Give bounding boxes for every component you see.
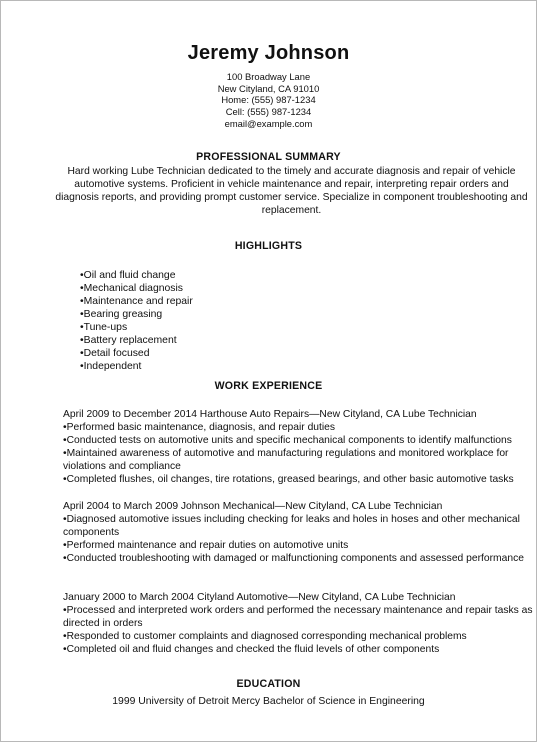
list-item: •Maintenance and repair bbox=[80, 296, 193, 307]
address-line: 100 Broadway Lane bbox=[226, 71, 311, 82]
list-item: •Oil and fluid change bbox=[80, 270, 176, 281]
list-item: •Maintained awareness of automotive and manufacturing regulations and monitored workplace for violations and compliance bbox=[63, 447, 509, 472]
city-line: New Cityland, CA 91010 bbox=[217, 82, 320, 94]
list-item: •Completed oil and fluid changes and checked the fluid levels of other components bbox=[63, 643, 440, 655]
job-title: April 2009 to December 2014 Harthouse Auto Repairs—New Cityland, CA Lube Technician bbox=[63, 409, 477, 420]
list-item: •Performed maintenance and repair duties on automotive units bbox=[63, 539, 349, 551]
summary-text: Hard working Lube Technician dedicated to the timely and accurate diagnosis and repair of vehicle automotive systems. Proficient in vehicle maintenance and repair, interpreting repair orders and diagnosis reports, and providing prompt customer service. Specialize in component troubleshooting and replacement. bbox=[55, 166, 528, 216]
job-entry bbox=[63, 592, 535, 657]
contact-block bbox=[1, 71, 536, 130]
list-item: •Responded to customer complaints and diagnosed corresponding mechanical problems bbox=[63, 630, 467, 642]
list-item: •Diagnosed automotive issues including checking for leaks and holes in hoses and other mechanical components bbox=[63, 513, 520, 538]
list-item: •Bearing greasing bbox=[80, 309, 163, 320]
list-item: •Battery replacement bbox=[80, 335, 177, 346]
list-item: •Detail focused bbox=[80, 348, 150, 359]
summary-heading: PROFESSIONAL SUMMARY bbox=[196, 151, 341, 163]
list-item: •Performed basic maintenance, diagnosis, and repair duties bbox=[63, 421, 336, 433]
education-text: 1999 University of Detroit Mercy Bachelor of Science in Engineering bbox=[112, 696, 425, 707]
highlights-heading: HIGHLIGHTS bbox=[234, 240, 303, 252]
home-phone: Home: (555) 987-1234 bbox=[221, 94, 316, 106]
candidate-name: Jeremy Johnson bbox=[187, 42, 350, 64]
cell-phone: Cell: (555) 987-1234 bbox=[225, 106, 312, 118]
list-item: •Conducted troubleshooting with damaged or malfunctioning components and assessed performance bbox=[63, 552, 524, 564]
list-item: •Conducted tests on automotive units and specific mechanical components to identify malfunctions bbox=[63, 434, 512, 446]
list-item: •Processed and interpreted work orders and performed the necessary maintenance and repair tasks as directed in orders bbox=[63, 604, 533, 629]
job-title: April 2004 to March 2009 Johnson Mechanical—New Cityland, CA Lube Technician bbox=[63, 501, 443, 512]
list-item: •Independent bbox=[80, 361, 142, 372]
email-line: email@example.com bbox=[224, 117, 313, 129]
list-item: •Tune-ups bbox=[80, 322, 128, 333]
job-title: January 2000 to March 2004 Cityland Automotive—New Cityland, CA Lube Technician bbox=[63, 592, 456, 603]
list-item: •Mechanical diagnosis bbox=[80, 283, 183, 294]
highlights-list bbox=[80, 269, 193, 373]
list-item: •Completed flushes, oil changes, tire rotations, greased bearings, and other basic automotive tasks bbox=[63, 473, 514, 485]
education-heading: EDUCATION bbox=[236, 678, 301, 690]
experience-heading: WORK EXPERIENCE bbox=[214, 380, 323, 392]
job-entry bbox=[63, 501, 535, 566]
job-entry bbox=[63, 409, 535, 486]
